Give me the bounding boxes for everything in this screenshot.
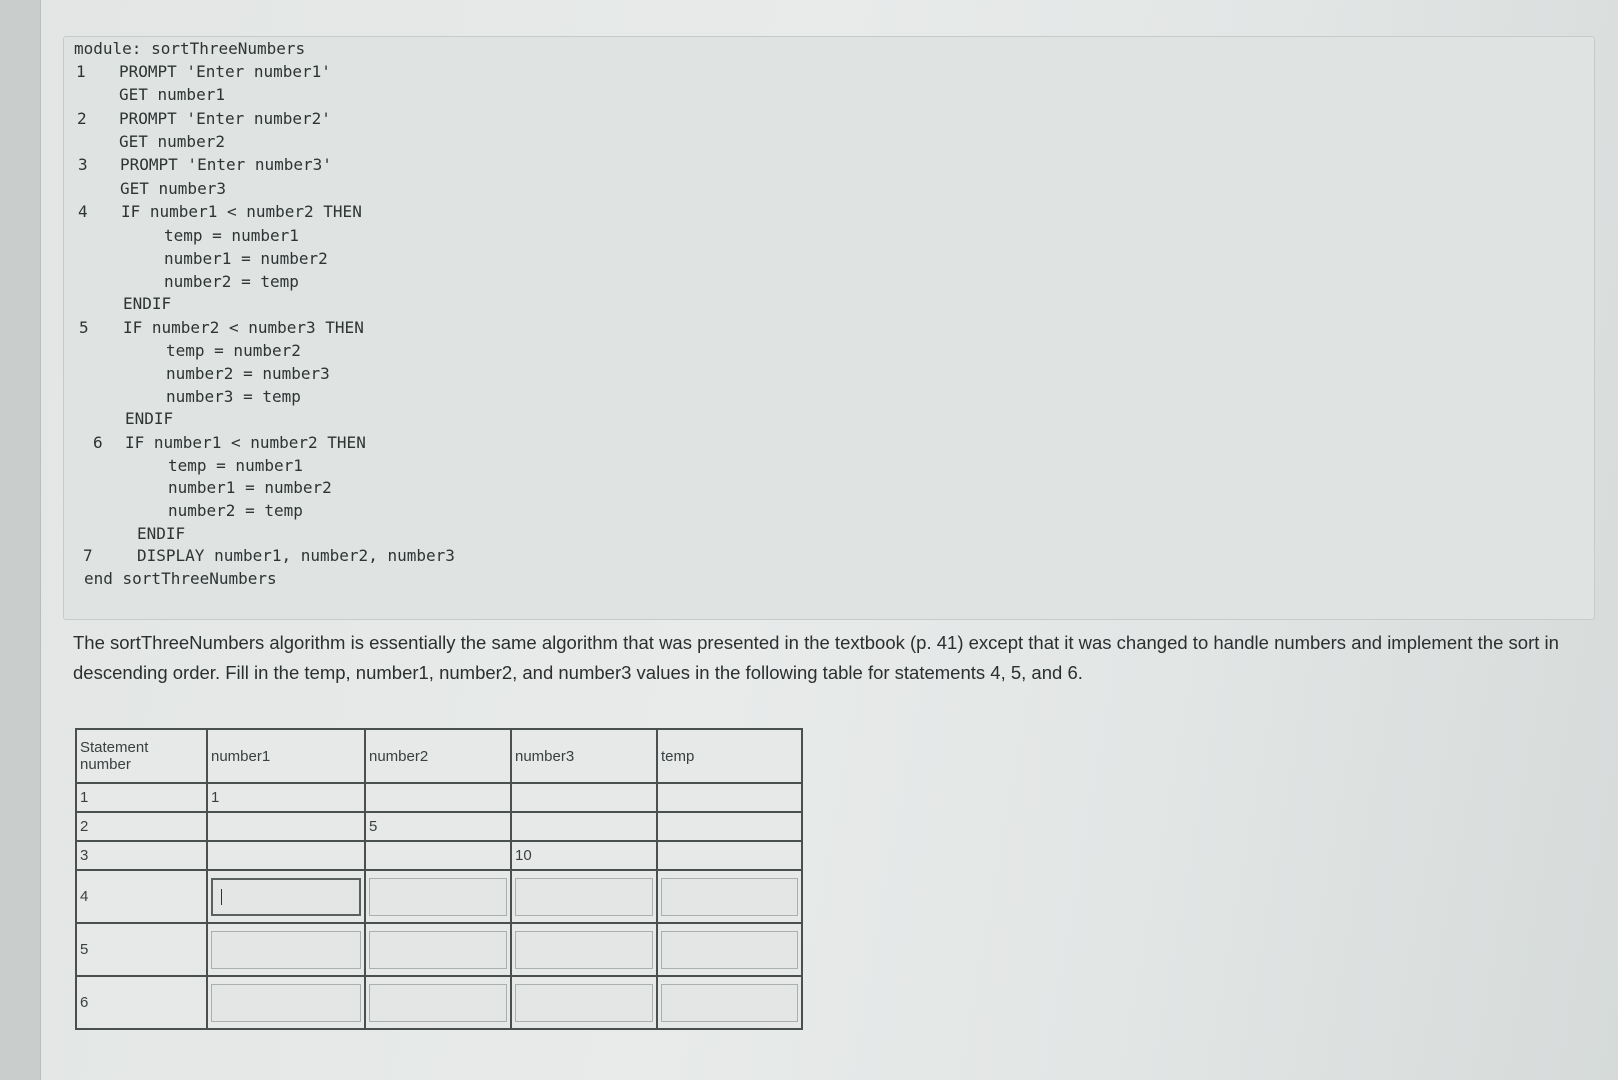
number3-input-stmt6[interactable] [515,984,653,1022]
cell-number1 [207,923,365,976]
cell-number1: 1 [207,783,365,812]
number2-input-stmt4[interactable] [369,878,507,916]
code-line: end sortThreeNumbers [84,569,277,588]
code-line: IF number2 < number3 THEN [123,318,364,337]
header-number1: number1 [207,729,365,783]
code-line: PROMPT 'Enter number2' [119,109,331,128]
code-line: number3 = temp [166,387,301,406]
line-number: 3 [78,155,88,174]
temp-input-stmt6[interactable] [661,984,798,1022]
table-row [76,976,802,1029]
cell-temp [657,976,802,1029]
code-line: PROMPT 'Enter number1' [119,62,331,81]
cell-statement: 5 [76,923,207,976]
cell-number2 [365,870,511,923]
line-number: 5 [79,318,89,337]
line-number: 2 [77,109,87,128]
pseudocode-panel [63,36,1595,620]
cell-number1 [207,976,365,1029]
code-line: GET number3 [120,179,226,198]
code-line: IF number1 < number2 THEN [125,433,366,452]
code-line: temp = number2 [166,341,301,360]
trace-table [75,728,803,1030]
table-row [76,783,802,812]
cell-temp [657,812,802,841]
cell-number3 [511,812,657,841]
cell-number3 [511,783,657,812]
text-caret [221,889,222,905]
header-statement-line2: number [80,756,131,773]
code-line: number1 = number2 [168,478,332,497]
instructions-text: The sortThreeNumbers algorithm is essentially the same algorithm that was presented in the textbook (p. 41) except that it was changed to handle numbers and implement the sort in descending order. Fill in the temp, number1, number2, and number3 values in the following table for statements 4, 5, and 6. [73,632,1559,683]
line-number: 6 [93,433,103,452]
cell-temp [657,923,802,976]
table-row [76,841,802,870]
cell-number2: 5 [365,812,511,841]
cell-number1 [207,870,365,923]
code-line: GET number2 [119,132,225,151]
cell-statement: 4 [76,870,207,923]
number1-input-stmt6[interactable] [211,984,361,1022]
code-line: temp = number1 [164,226,299,245]
cell-number1 [207,841,365,870]
cell-number2 [365,976,511,1029]
line-number: 7 [83,546,93,565]
temp-input-stmt5[interactable] [661,931,798,969]
table-header-row [76,729,802,783]
cell-statement: 3 [76,841,207,870]
cell-number3 [511,870,657,923]
code-line: temp = number1 [168,456,303,475]
header-number3: number3 [511,729,657,783]
cell-number3 [511,923,657,976]
header-statement-line1: Statement [80,739,149,756]
code-line: number1 = number2 [164,249,328,268]
cell-number3: 10 [511,841,657,870]
number1-input-stmt4[interactable] [211,878,361,916]
code-line: PROMPT 'Enter number3' [120,155,332,174]
cell-number2 [365,783,511,812]
cell-statement: 2 [76,812,207,841]
number3-input-stmt4[interactable] [515,878,653,916]
code-line: number2 = temp [164,272,299,291]
assignment-page [40,0,1618,1080]
cell-number3 [511,976,657,1029]
table-row [76,870,802,923]
code-line: GET number1 [119,85,225,104]
header-temp: temp [657,729,802,783]
code-line: number2 = temp [168,501,303,520]
cell-temp [657,841,802,870]
code-line: ENDIF [137,524,186,543]
number2-input-stmt5[interactable] [369,931,507,969]
code-line: DISPLAY number1, number2, number3 [137,546,455,565]
temp-input-stmt4[interactable] [661,878,798,916]
cell-number2 [365,923,511,976]
code-line: ENDIF [123,294,172,313]
number2-input-stmt6[interactable] [369,984,507,1022]
cell-number1 [207,812,365,841]
cell-statement: 1 [76,783,207,812]
number3-input-stmt5[interactable] [515,931,653,969]
code-line: number2 = number3 [166,364,330,383]
code-line: module: sortThreeNumbers [74,39,306,58]
cell-number2 [365,841,511,870]
cell-temp [657,870,802,923]
line-number: 4 [78,202,88,221]
table-row [76,812,802,841]
header-number2: number2 [365,729,511,783]
header-statement-number [76,729,207,783]
line-number: 1 [76,62,86,81]
number1-input-stmt5[interactable] [211,931,361,969]
cell-temp [657,783,802,812]
cell-statement: 6 [76,976,207,1029]
table-row [76,923,802,976]
code-line: ENDIF [125,409,174,428]
code-line: IF number1 < number2 THEN [121,202,362,221]
